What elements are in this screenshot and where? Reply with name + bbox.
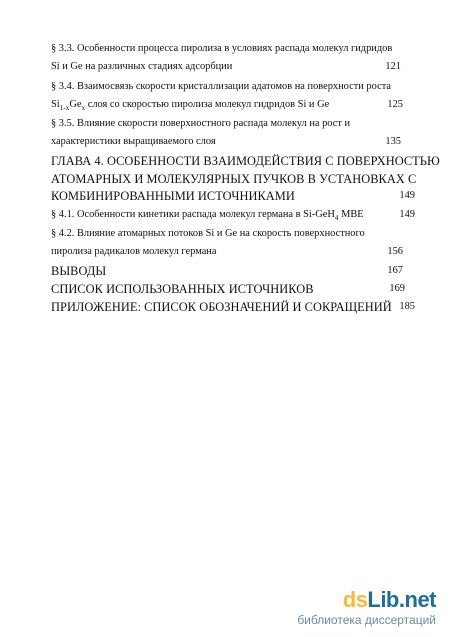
toc-entry-4-1-page: 149 (399, 209, 415, 220)
toc-entry-3-5-line1: § 3.5. Влияние скорости поверхностного распада молекул на рост и (51, 118, 351, 129)
formula-sub-x: x (81, 104, 86, 113)
toc-entry-3-5-page: 135 (385, 136, 401, 147)
toc-entry-4-2-line2: пиролиза радикалов молекул германа (51, 246, 217, 257)
toc-sources-page: 169 (389, 283, 405, 294)
logo-ds: ds (342, 587, 368, 612)
toc-appendix-page: 185 (399, 301, 415, 312)
toc-entry-3-3-line1: § 3.3. Особенности процесса пиролиза в условиях распада молекул гидридов (51, 43, 393, 54)
toc-chapter-4-page: 149 (399, 190, 415, 201)
toc-chapter-4-line3: КОМБИНИРОВАННЫМИ ИСТОЧНИКАМИ (51, 189, 295, 203)
logo-lib: Lib (367, 587, 399, 612)
toc-entry-3-4-page: 125 (387, 99, 403, 110)
dslib-tagline: библиотека диссертаций (297, 613, 436, 627)
toc-appendix: ПРИЛОЖЕНИЕ: СПИСОК ОБОЗНАЧЕНИЙ И СОКРАЩЕНИЙ (51, 300, 392, 314)
toc-entry-4-1-mbe: MBE (338, 209, 364, 220)
toc-entry-4-1-text: § 4.1. Особенности кинетики распада молекул германа в Si-GeH (51, 209, 335, 220)
logo-net: net (404, 587, 436, 612)
toc-entry-4-1-line1 (51, 209, 364, 223)
toc-conclusions: ВЫВОДЫ (51, 264, 107, 278)
toc-sources: СПИСОК ИСПОЛЬЗОВАННЫХ ИСТОЧНИКОВ (51, 282, 314, 296)
dslib-watermark[interactable] (296, 589, 436, 626)
formula-sub-4: 4 (334, 214, 339, 223)
toc-entry-3-4-line2-rest: слоя со скоростью пиролиза молекул гидридов Si и Ge (85, 99, 330, 110)
toc-entry-3-4-line1: § 3.4. Взаимосвязь скорости кристаллизации адатомов на поверхности роста (51, 81, 391, 92)
toc-entry-3-5-line2: характеристики выращиваемого слоя (51, 136, 216, 147)
toc-chapter-4-line2: АТОМАРНЫХ И МОЛЕКУЛЯРНЫХ ПУЧКОВ В УСТАНОВКАХ С (51, 172, 417, 186)
toc-entry-4-2-line1: § 4.2. Влияние атомарных потоков Si и Ge на скорость поверхностного (51, 228, 365, 239)
formula-ge: Ge (69, 99, 82, 110)
logo-dot: . (398, 587, 405, 612)
toc-conclusions-page: 167 (387, 265, 403, 276)
toc-entry-3-4-line2 (51, 99, 330, 113)
toc-entry-4-2-page: 156 (387, 246, 403, 257)
toc-entry-3-3-line2: Si и Ge на различных стадиях адсорбции (51, 61, 233, 72)
dslib-logo (296, 589, 436, 611)
formula-sub-1-x: 1-x (59, 104, 70, 113)
formula-si: Si (51, 99, 60, 110)
toc-entry-3-3-page: 121 (385, 61, 401, 72)
toc-chapter-4-line1: ГЛАВА 4. ОСОБЕННОСТИ ВЗАИМОДЕЙСТВИЯ С ПОВЕРХНОСТЬЮ (51, 154, 440, 168)
